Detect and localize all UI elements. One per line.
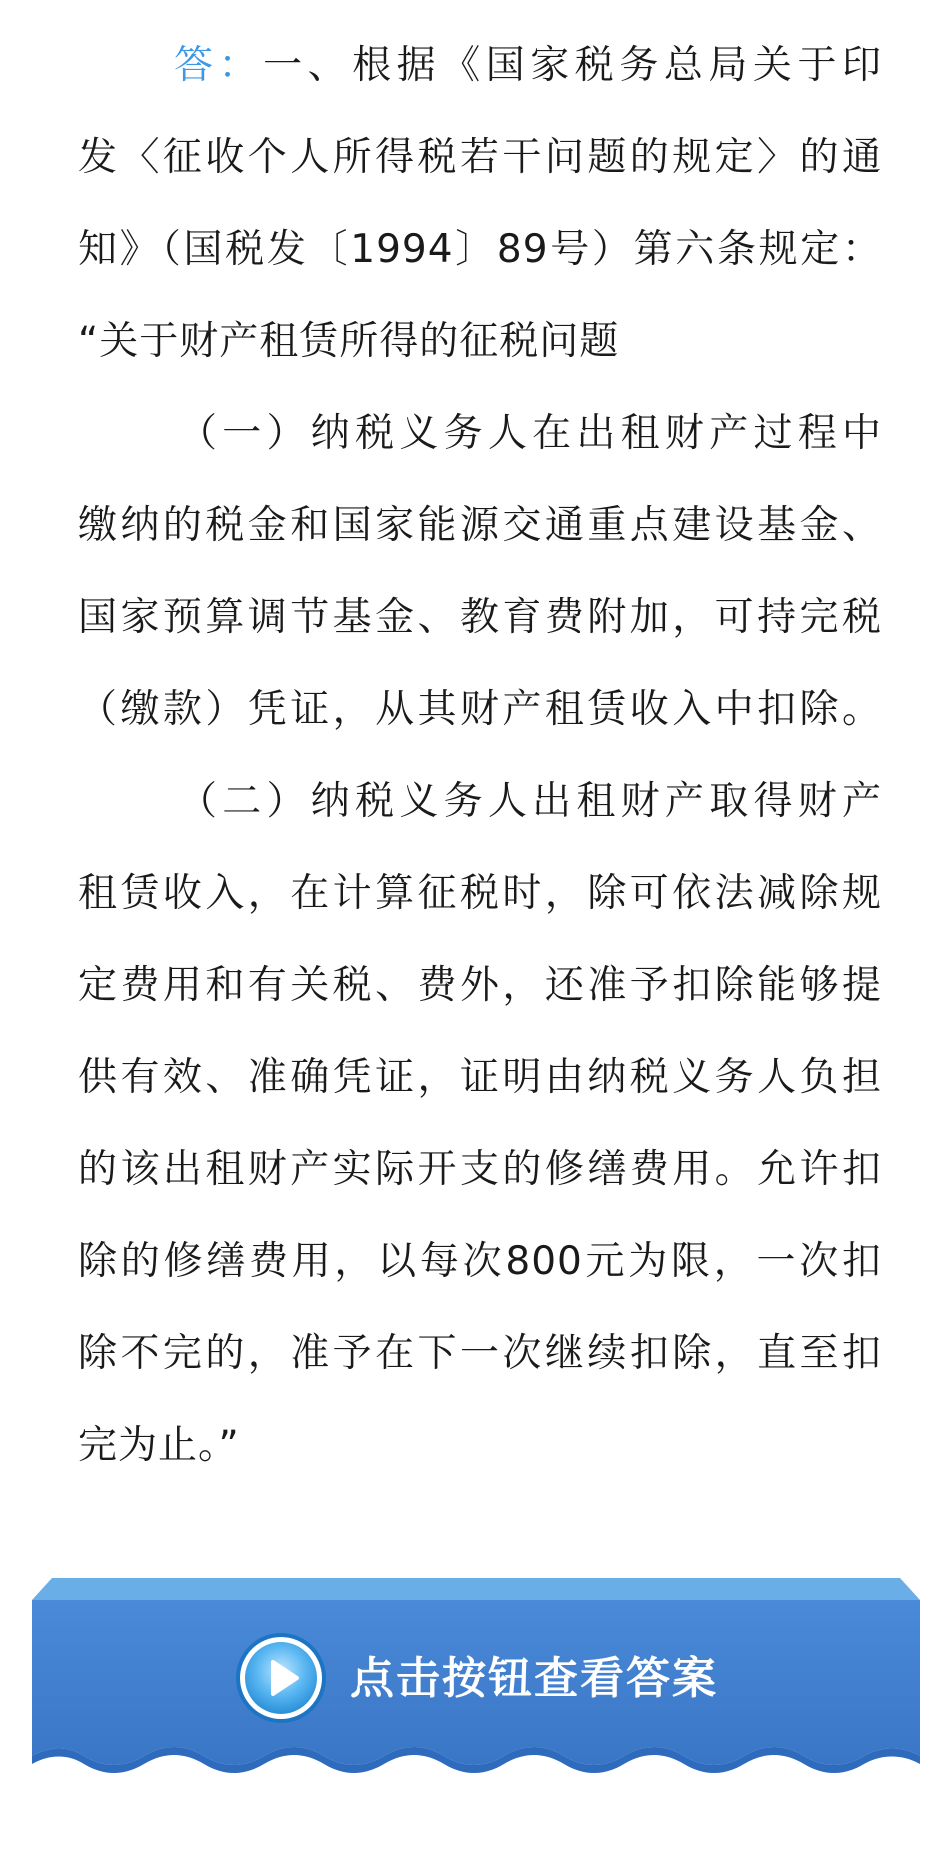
answer-line-6: 缴纳的税金和国家能源交通重点建设基金、 bbox=[78, 503, 882, 548]
play-icon[interactable] bbox=[235, 1632, 327, 1724]
answer-line-14: 除的修缮费用，以每次800元为限，一次扣 bbox=[78, 1239, 882, 1284]
answer-line-2: 发〈征收个人所得税若干问题的规定〉的通 bbox=[78, 135, 882, 180]
answer-line-12: 供有效、准确凭证，证明由纳税义务人负担 bbox=[78, 1055, 882, 1100]
answer-line-3: 知》（国税发〔1994〕89号）第六条规定： bbox=[78, 227, 882, 272]
answer-line-10: 租赁收入，在计算征税时，除可依法减除规 bbox=[78, 871, 882, 916]
answer-label: 答： bbox=[174, 43, 264, 88]
answer-line-1 bbox=[78, 20, 882, 112]
answer-line-13: 的该出租财产实际开支的修缮费用。允许扣 bbox=[78, 1147, 882, 1192]
answer-line-5: （一）纳税义务人在出租财产过程中 bbox=[178, 411, 882, 456]
answer-line-8: （缴款）凭证，从其财产租赁收入中扣除。 bbox=[78, 687, 882, 732]
view-answer-banner[interactable] bbox=[32, 1578, 920, 1788]
answer-line-7: 国家预算调节基金、教育费附加，可持完税 bbox=[78, 595, 882, 640]
answer-line-text: 一、根据《国家税务总局关于印 bbox=[263, 43, 882, 88]
answer-line-16: 完为止。” bbox=[78, 1423, 240, 1468]
answer-line-4: “关于财产租赁所得的征税问题 bbox=[78, 319, 620, 364]
answer-line-11: 定费用和有关税、费外，还准予扣除能够提 bbox=[78, 963, 882, 1008]
view-answer-button[interactable]: 点击按钮查看答案 bbox=[350, 1653, 718, 1704]
answer-text bbox=[78, 20, 882, 1492]
answer-line-15: 除不完的，准予在下一次继续扣除，直至扣 bbox=[78, 1331, 882, 1376]
answer-line-9: （二）纳税义务人出租财产取得财产 bbox=[178, 779, 882, 824]
